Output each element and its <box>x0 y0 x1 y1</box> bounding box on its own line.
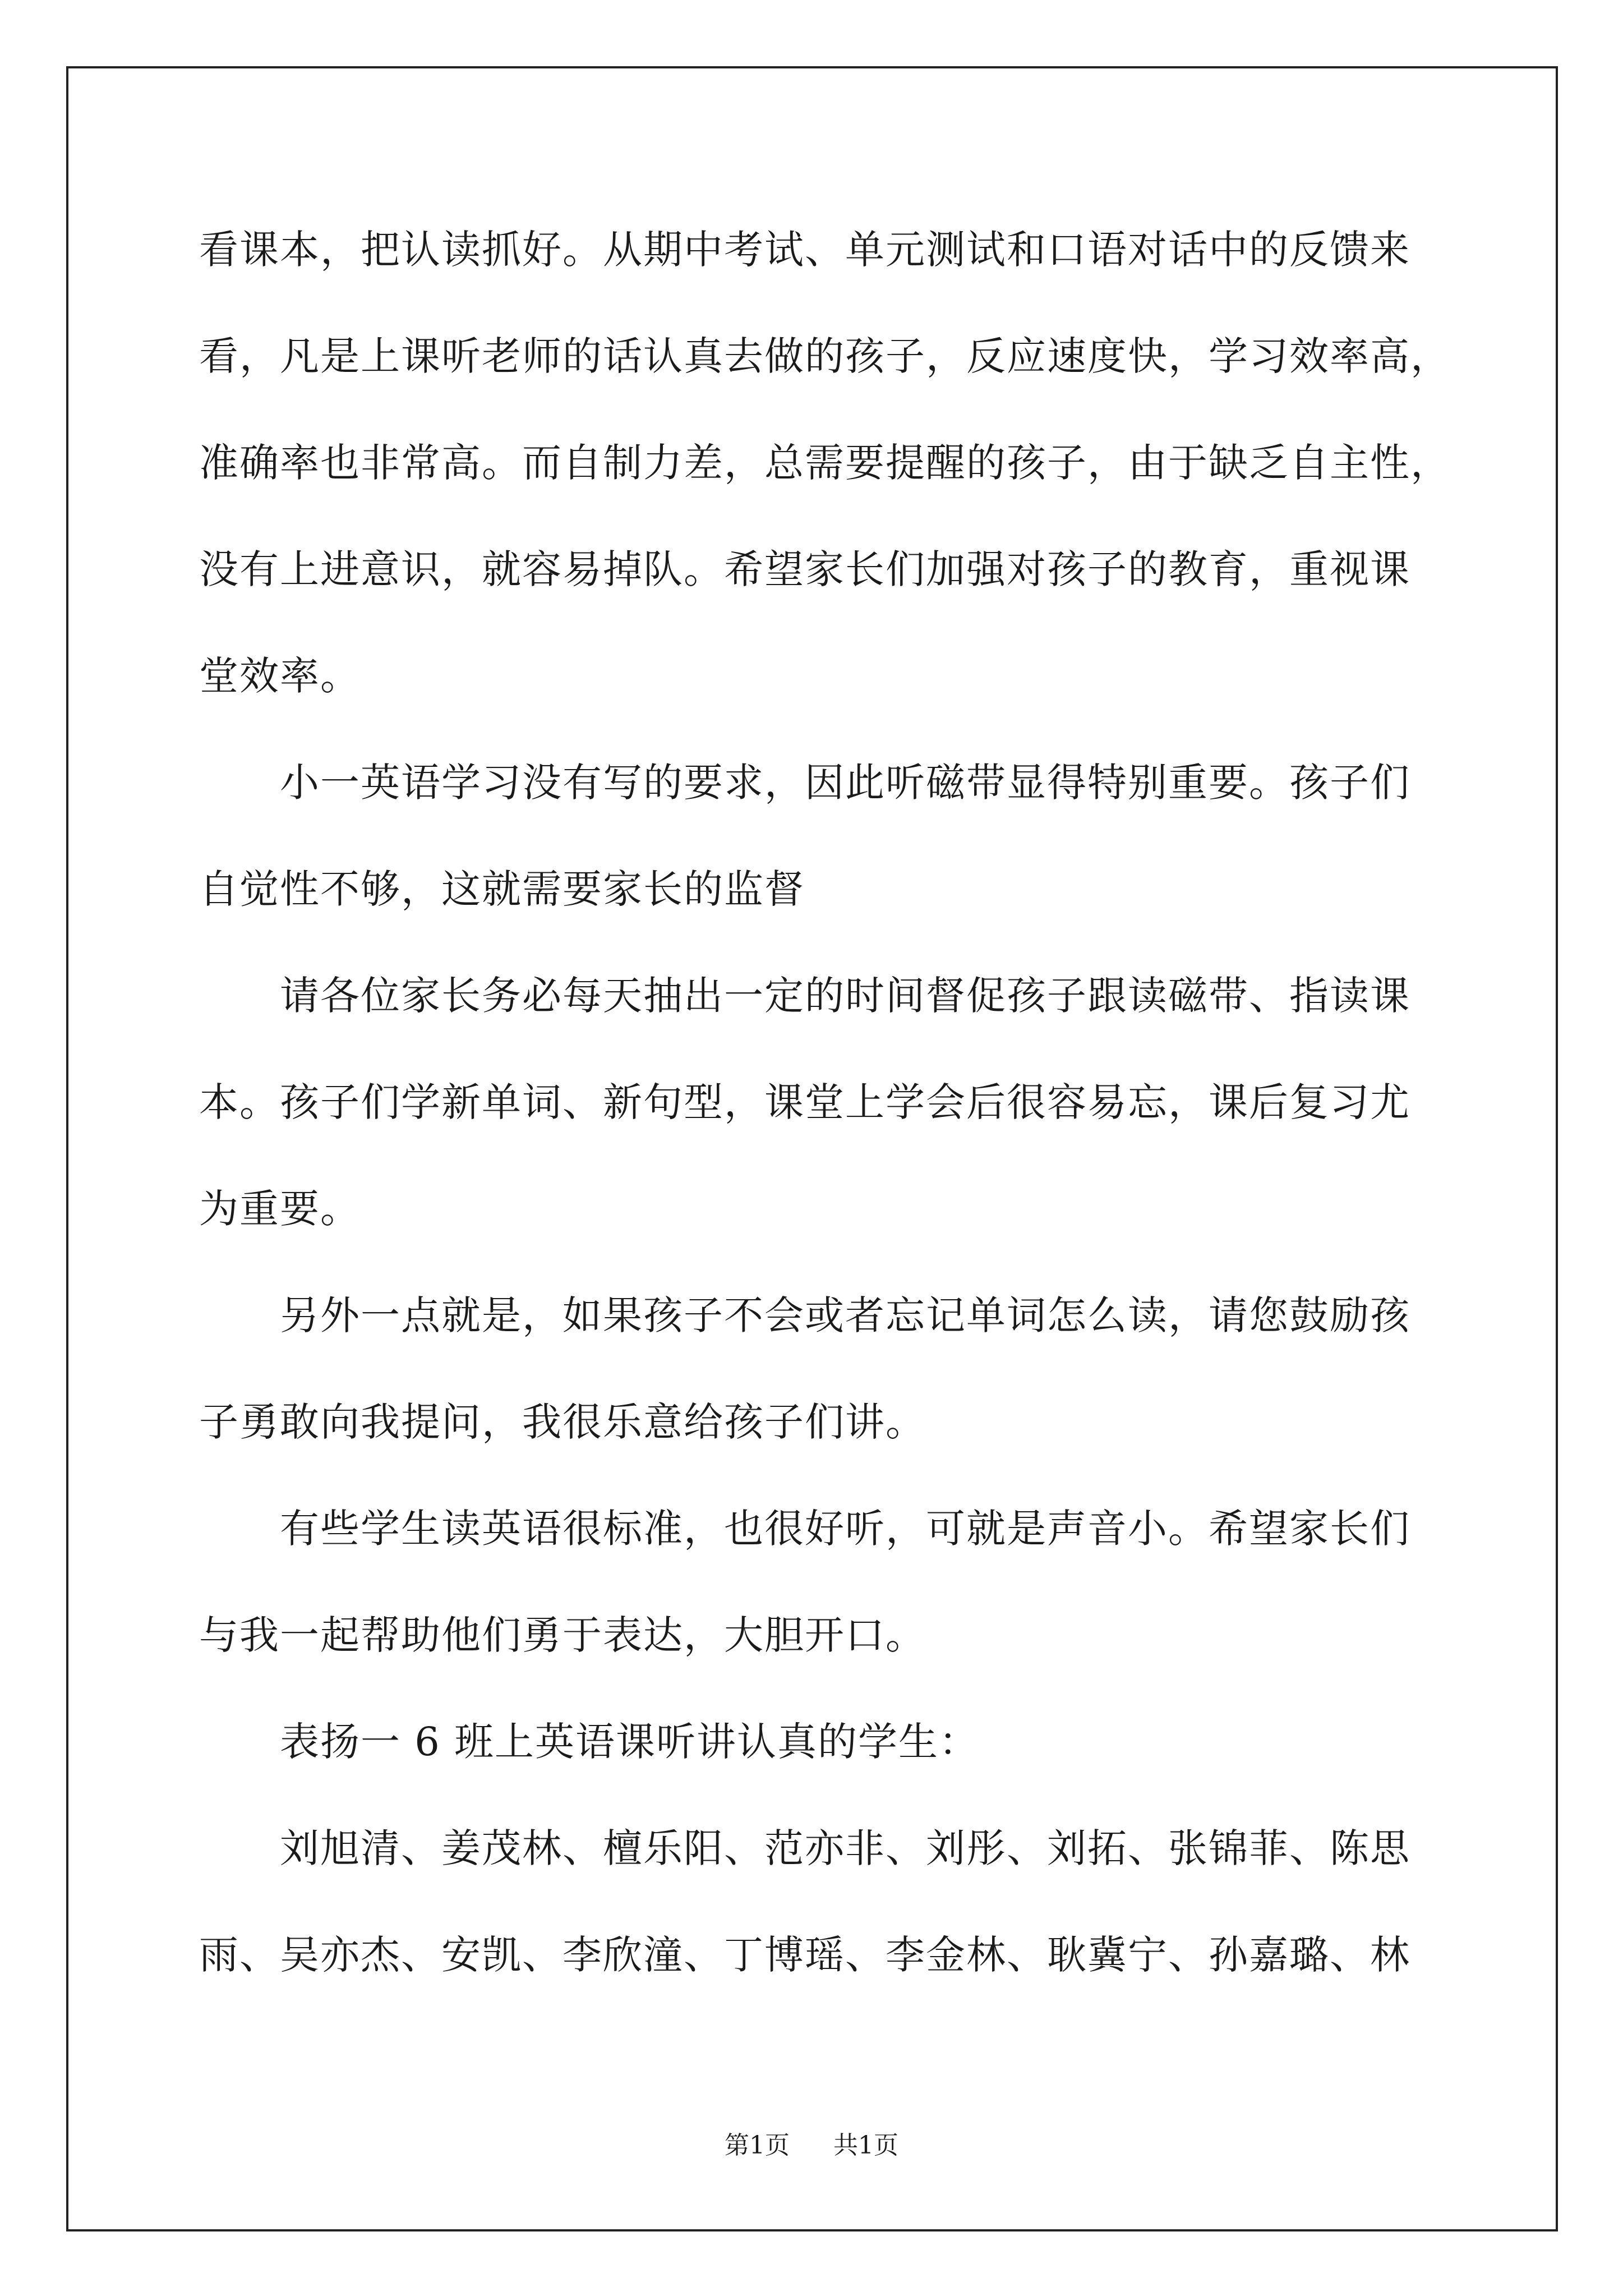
text-line: 看课本，把认读抓好。从期中考试、单元测试和口语对话中的反馈来 <box>199 227 1410 273</box>
text-line: 堂效率。 <box>199 653 361 699</box>
text-line: 雨、吴亦杰、安凯、李欣潼、丁博瑶、李金林、耿冀宁、孙嘉璐、林 <box>199 1932 1410 1978</box>
page-number-total: 共1页 <box>833 2131 898 2160</box>
text-line: 准确率也非常高。而自制力差，总需要提醒的孩子，由于缺乏自主性， <box>199 440 1451 486</box>
text-line: 看，凡是上课听老师的话认真去做的孩子，反应速度快，学习效率高， <box>199 333 1451 379</box>
text-line: 请各位家长务必每天抽出一定的时间督促孩子跟读磁带、指读课 <box>199 973 1410 1019</box>
text-line: 有些学生读英语很标准，也很好听，可就是声音小。希望家长们 <box>199 1506 1410 1552</box>
text-line: 另外一点就是，如果孩子不会或者忘记单词怎么读，请您鼓励孩 <box>199 1292 1410 1338</box>
text-line: 表扬一 6 班上英语课听讲认真的学生： <box>199 1719 980 1765</box>
page-number-current: 第1页 <box>725 2131 790 2160</box>
text-line: 与我一起帮助他们勇于表达，大胆开口。 <box>199 1612 926 1658</box>
text-line: 为重要。 <box>199 1186 361 1232</box>
text-line: 本。孩子们学新单词、新句型，课堂上学会后很容易忘，课后复习尤 <box>199 1079 1410 1125</box>
text-line: 自觉性不够，这就需要家长的监督 <box>199 866 805 912</box>
text-line: 刘旭清、姜茂林、檀乐阳、范亦非、刘彤、刘拓、张锦菲、陈思 <box>199 1825 1410 1871</box>
text-line: 没有上进意识，就容易掉队。希望家长们加强对孩子的教育，重视课 <box>199 546 1410 592</box>
document-body <box>199 213 1451 2025</box>
text-line: 子勇敢向我提问，我很乐意给孩子们讲。 <box>199 1399 926 1445</box>
text-line: 小一英语学习没有写的要求，因此听磁带显得特别重要。孩子们 <box>199 760 1410 806</box>
page-footer <box>0 2129 1623 2162</box>
